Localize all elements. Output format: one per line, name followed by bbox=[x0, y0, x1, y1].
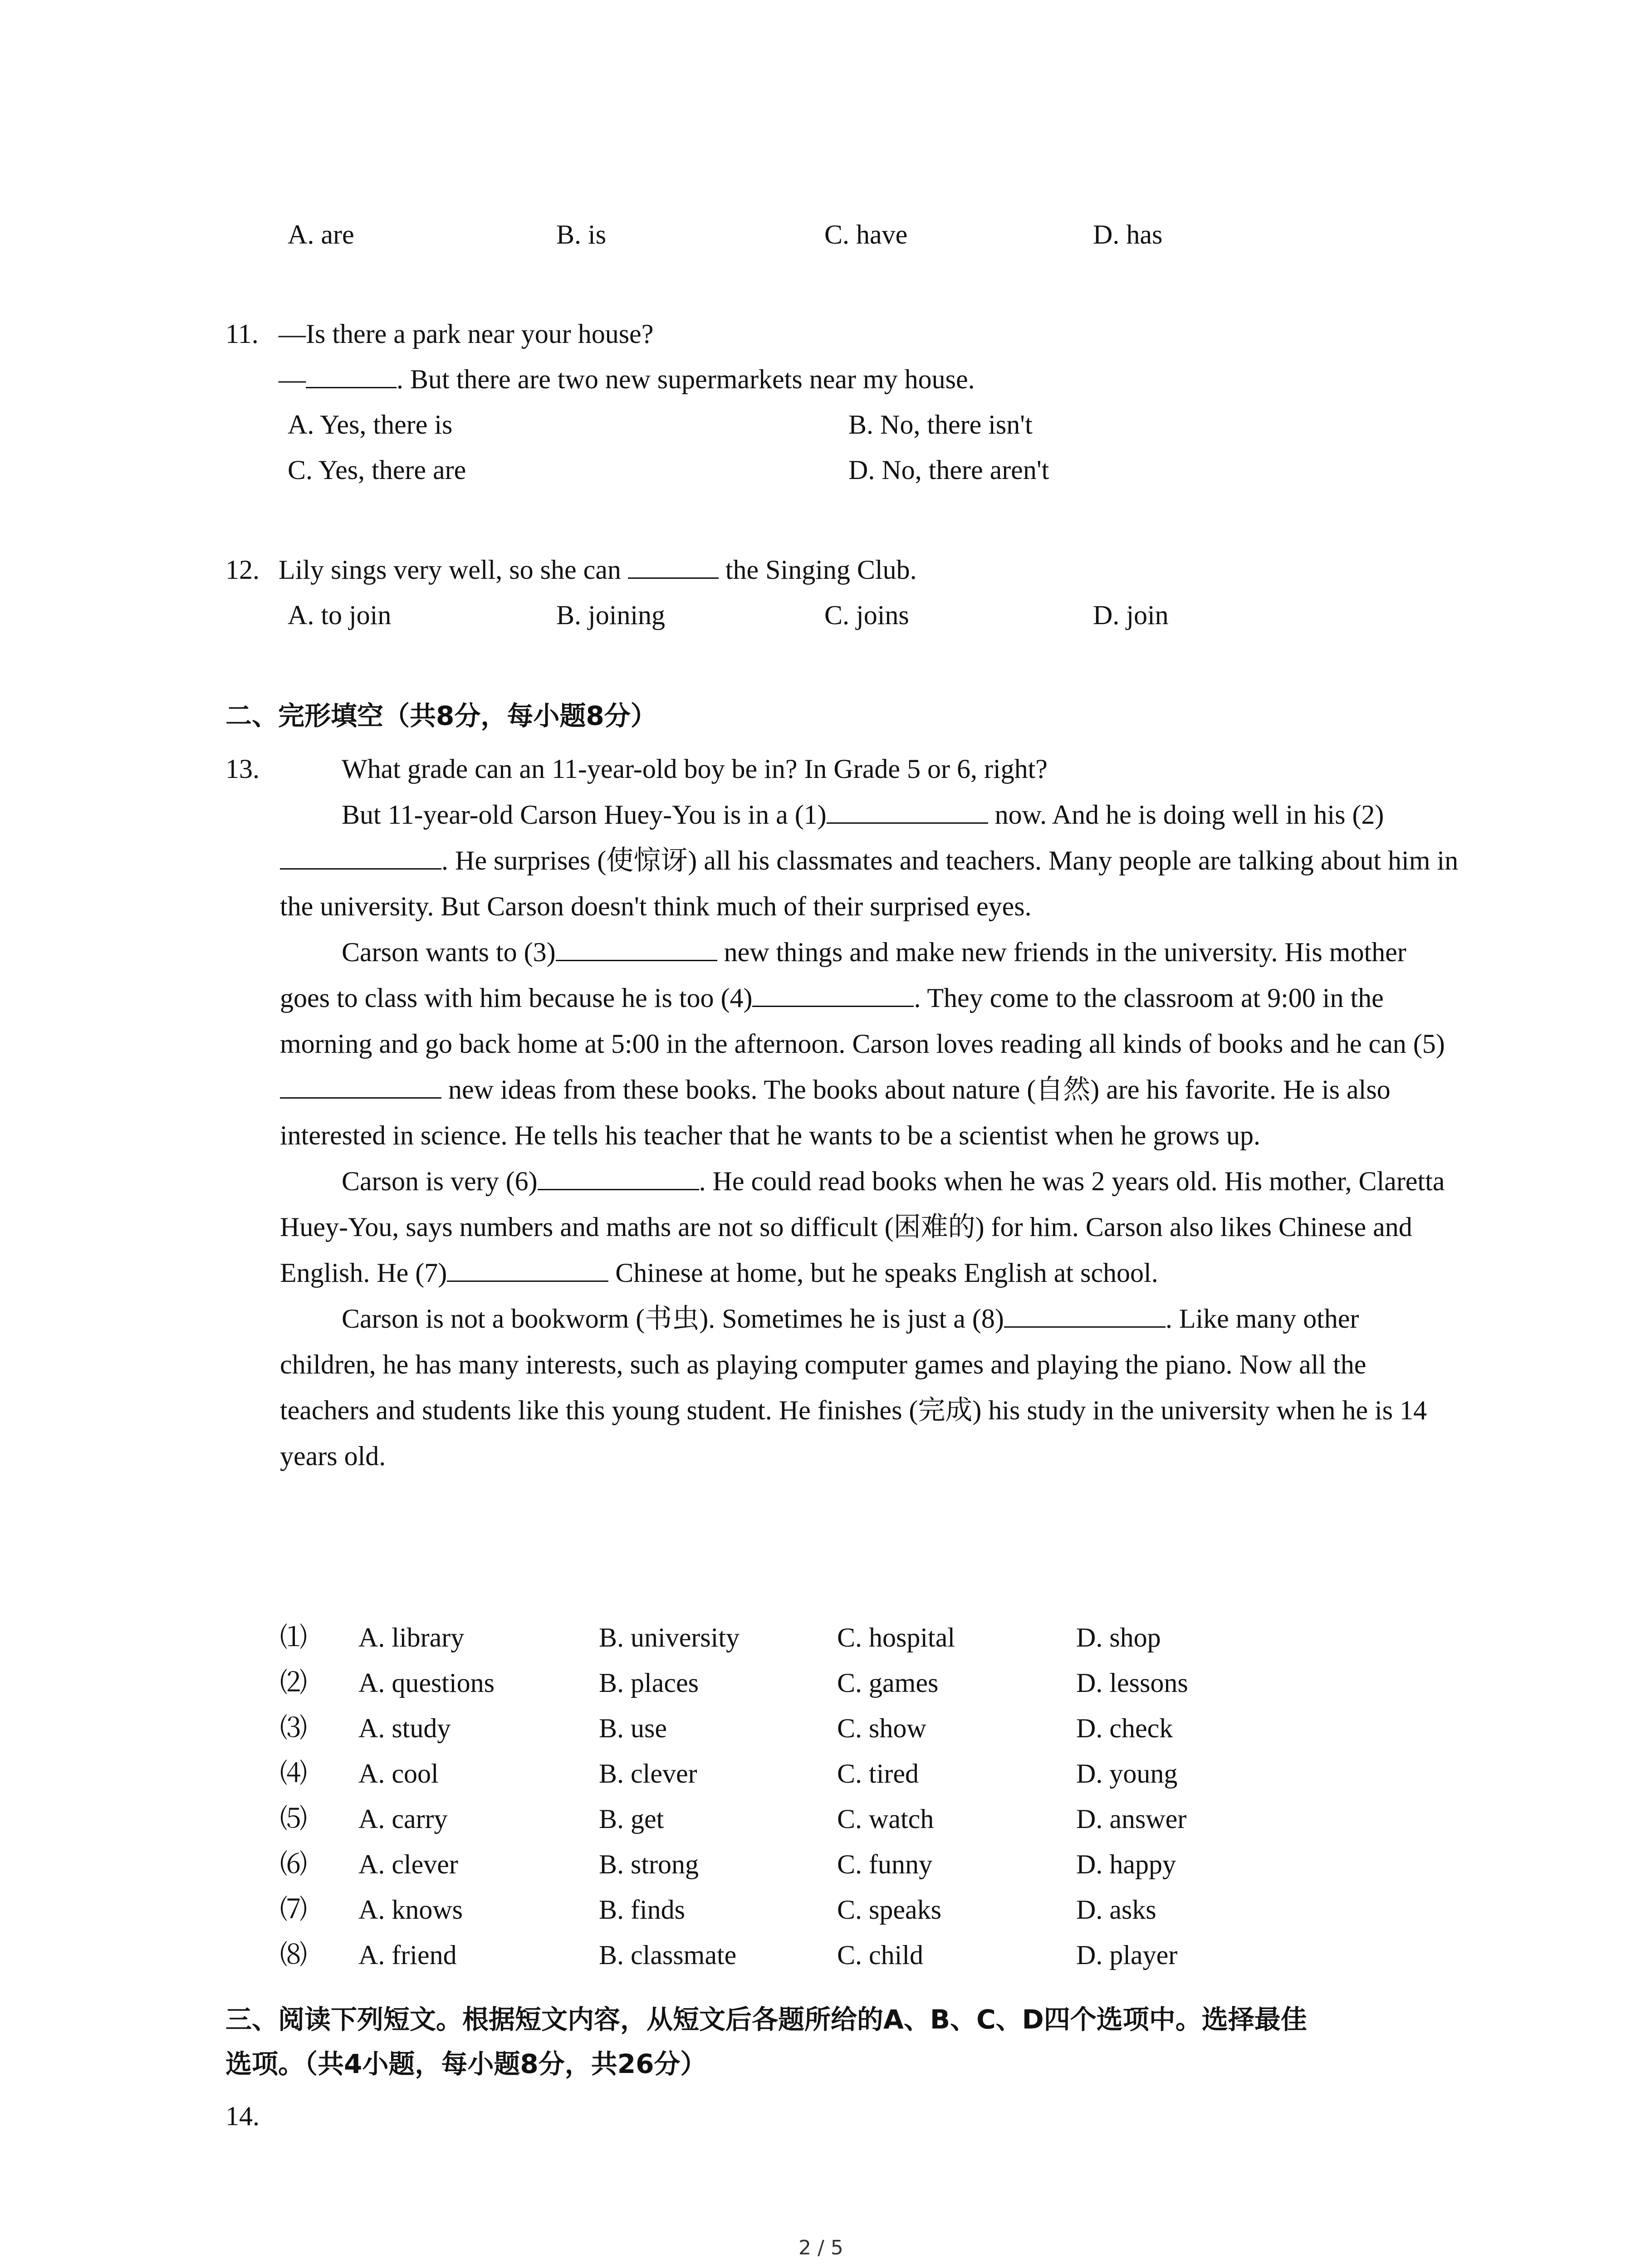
option-b: B. clever bbox=[599, 1759, 697, 1789]
option-b: B. use bbox=[599, 1713, 667, 1743]
section-3-heading-line-2: 选项。（共4小题，每小题8分，共26分） bbox=[225, 2048, 707, 2079]
blank-8 bbox=[1004, 1301, 1166, 1328]
q13-p2-part-c: . He surprises (使惊讶) all his classmates and teachers. Many people are talking about him in the university. But Carson doesn't think much of their surprised eyes. bbox=[280, 846, 1459, 921]
q12-option-d: D. join bbox=[1093, 600, 1169, 630]
option-number: ⑷ bbox=[280, 1759, 307, 1789]
option-c: C. hospital bbox=[837, 1623, 955, 1652]
section-2-heading: 二、完形填空（共8分，每小题8分） bbox=[225, 700, 657, 731]
option-c: C. child bbox=[837, 1940, 923, 1970]
q10-option-b: B. is bbox=[556, 220, 607, 249]
option-number: ⑶ bbox=[280, 1713, 307, 1743]
option-c: C. watch bbox=[837, 1804, 934, 1834]
q11-option-a: A. Yes, there is bbox=[288, 410, 453, 440]
option-d: D. shop bbox=[1076, 1623, 1161, 1652]
option-d: D. happy bbox=[1076, 1849, 1176, 1879]
q13-p5-part-b: . Like many other children, he has many interests, such as playing computer games and playing the piano. Now all the teachers and students like this young student. He finishes (完成) his study in the university when he is 14 years old. bbox=[280, 1304, 1427, 1471]
q13-option-row bbox=[0, 1892, 1641, 1937]
q13-p3-part-a: Carson wants to (3) bbox=[342, 937, 556, 967]
q13-paragraph-3 bbox=[280, 929, 1460, 1158]
q12-stem bbox=[279, 552, 917, 588]
q12-option-c: C. joins bbox=[824, 600, 909, 630]
option-d: D. young bbox=[1076, 1759, 1178, 1789]
option-c: C. games bbox=[837, 1668, 939, 1698]
q11-option-d: D. No, there aren't bbox=[848, 455, 1049, 485]
option-b: B. classmate bbox=[599, 1940, 737, 1970]
q14-number: 14. bbox=[225, 2101, 260, 2131]
q13-option-row bbox=[0, 1801, 1641, 1846]
q11-option-c: C. Yes, there are bbox=[288, 455, 466, 485]
q12-option-a: A. to join bbox=[288, 600, 392, 630]
q13-p3-part-d: new ideas from these books. The books about nature (自然) are his favorite. He is also interested in science. He tells his teacher that he wants to be a scientist when he grows up. bbox=[280, 1075, 1391, 1150]
option-a: A. cool bbox=[358, 1759, 439, 1789]
q11-answer-suffix: . But there are two new supermarkets near my house. bbox=[397, 364, 975, 394]
q10-option-c: C. have bbox=[824, 220, 908, 249]
option-d: D. check bbox=[1076, 1713, 1173, 1743]
q13-option-row bbox=[0, 1755, 1641, 1801]
q12-stem-after: the Singing Club. bbox=[718, 555, 917, 585]
q13-paragraph-2 bbox=[280, 792, 1460, 929]
q11-dash: — bbox=[279, 364, 306, 394]
option-number: ⑵ bbox=[280, 1668, 307, 1698]
q13-p2-part-a: But 11-year-old Carson Huey-You is in a (1) bbox=[342, 800, 827, 830]
option-d: D. asks bbox=[1076, 1895, 1156, 1925]
option-b: B. get bbox=[599, 1804, 664, 1834]
q13-p4-part-c: Chinese at home, but he speaks English at school. bbox=[608, 1258, 1158, 1288]
option-a: A. carry bbox=[358, 1804, 448, 1834]
blank-4 bbox=[752, 980, 914, 1007]
blank-1 bbox=[827, 797, 988, 824]
q11-stem: —Is there a park near your house? bbox=[279, 319, 654, 349]
blank-7 bbox=[447, 1255, 608, 1282]
option-a: A. knows bbox=[358, 1895, 463, 1925]
option-a: A. questions bbox=[358, 1668, 495, 1698]
q12-stem-before: Lily sings very well, so she can bbox=[279, 555, 628, 585]
blank-2 bbox=[280, 843, 441, 870]
q13-p3-part-b: new things and make new friends in the university. His mother goes to class with him because he is too (4) bbox=[280, 937, 1406, 1013]
option-d: D. answer bbox=[1076, 1804, 1187, 1834]
q13-passage bbox=[280, 746, 1460, 1479]
blank-5 bbox=[280, 1072, 441, 1099]
q13-p3-part-c: . They come to the classroom at 9:00 in the morning and go back home at 5:00 in the afternoon. Carson loves reading all kinds of books and he can (5) bbox=[280, 983, 1445, 1059]
option-number: ⑴ bbox=[280, 1623, 307, 1652]
option-number: ⑻ bbox=[280, 1940, 307, 1970]
q10-option-a: A. are bbox=[288, 220, 354, 249]
q11-option-b: B. No, there isn't bbox=[848, 410, 1033, 440]
q13-option-row bbox=[0, 1846, 1641, 1892]
q13-option-row bbox=[0, 1665, 1641, 1710]
q12-option-b: B. joining bbox=[556, 600, 666, 630]
blank-6 bbox=[538, 1163, 699, 1190]
option-c: C. funny bbox=[837, 1849, 932, 1879]
q13-number: 13. bbox=[225, 754, 260, 784]
q11-blank bbox=[306, 362, 397, 388]
option-a: A. friend bbox=[358, 1940, 457, 1970]
option-number: ⑺ bbox=[280, 1895, 307, 1925]
q13-p2-part-b: now. And he is doing well in his (2) bbox=[988, 800, 1384, 830]
option-d: D. player bbox=[1076, 1940, 1178, 1970]
q13-paragraph-4 bbox=[280, 1158, 1460, 1296]
option-a: A. library bbox=[358, 1623, 465, 1652]
q11-number: 11. bbox=[225, 319, 259, 349]
q13-paragraph-1: What grade can an 11-year-old boy be in? In Grade 5 or 6, right? bbox=[342, 754, 1048, 784]
option-b: B. places bbox=[599, 1668, 699, 1698]
q13-p5-part-a: Carson is not a bookworm (书虫). Sometimes he is just a (8) bbox=[342, 1304, 1004, 1334]
option-c: C. tired bbox=[837, 1759, 919, 1789]
option-d: D. lessons bbox=[1076, 1668, 1188, 1698]
q12-number: 12. bbox=[225, 555, 260, 585]
section-3-heading-line-1: 三、阅读下列短文。根据短文内容，从短文后各题所给的A、B、C、D四个选项中。选择最佳 bbox=[225, 2004, 1307, 2035]
q12-blank bbox=[628, 552, 719, 579]
q13-option-row bbox=[0, 1937, 1641, 1982]
option-b: B. strong bbox=[599, 1849, 699, 1879]
blank-3 bbox=[556, 934, 717, 961]
q10-option-d: D. has bbox=[1093, 220, 1163, 249]
q13-p4-part-a: Carson is very (6) bbox=[342, 1166, 538, 1196]
option-a: A. study bbox=[358, 1713, 451, 1743]
q13-paragraph-5 bbox=[280, 1296, 1460, 1479]
q13-p4-part-b: . He could read books when he was 2 years old. His mother, Claretta Huey-You, says numbers and maths are not so difficult (困难的) for him. Carson also likes Chinese and English. He (7) bbox=[280, 1166, 1445, 1288]
q13-option-row bbox=[0, 1710, 1641, 1755]
option-a: A. clever bbox=[358, 1849, 458, 1879]
option-number: ⑸ bbox=[280, 1804, 307, 1834]
option-b: B. finds bbox=[599, 1895, 686, 1925]
page-number: 2 / 5 bbox=[798, 2236, 843, 2259]
q13-option-row bbox=[0, 1619, 1641, 1665]
option-b: B. university bbox=[599, 1623, 740, 1652]
option-c: C. speaks bbox=[837, 1895, 941, 1925]
option-c: C. show bbox=[837, 1713, 926, 1743]
q11-answer-line bbox=[279, 361, 975, 397]
option-number: ⑹ bbox=[280, 1849, 307, 1879]
